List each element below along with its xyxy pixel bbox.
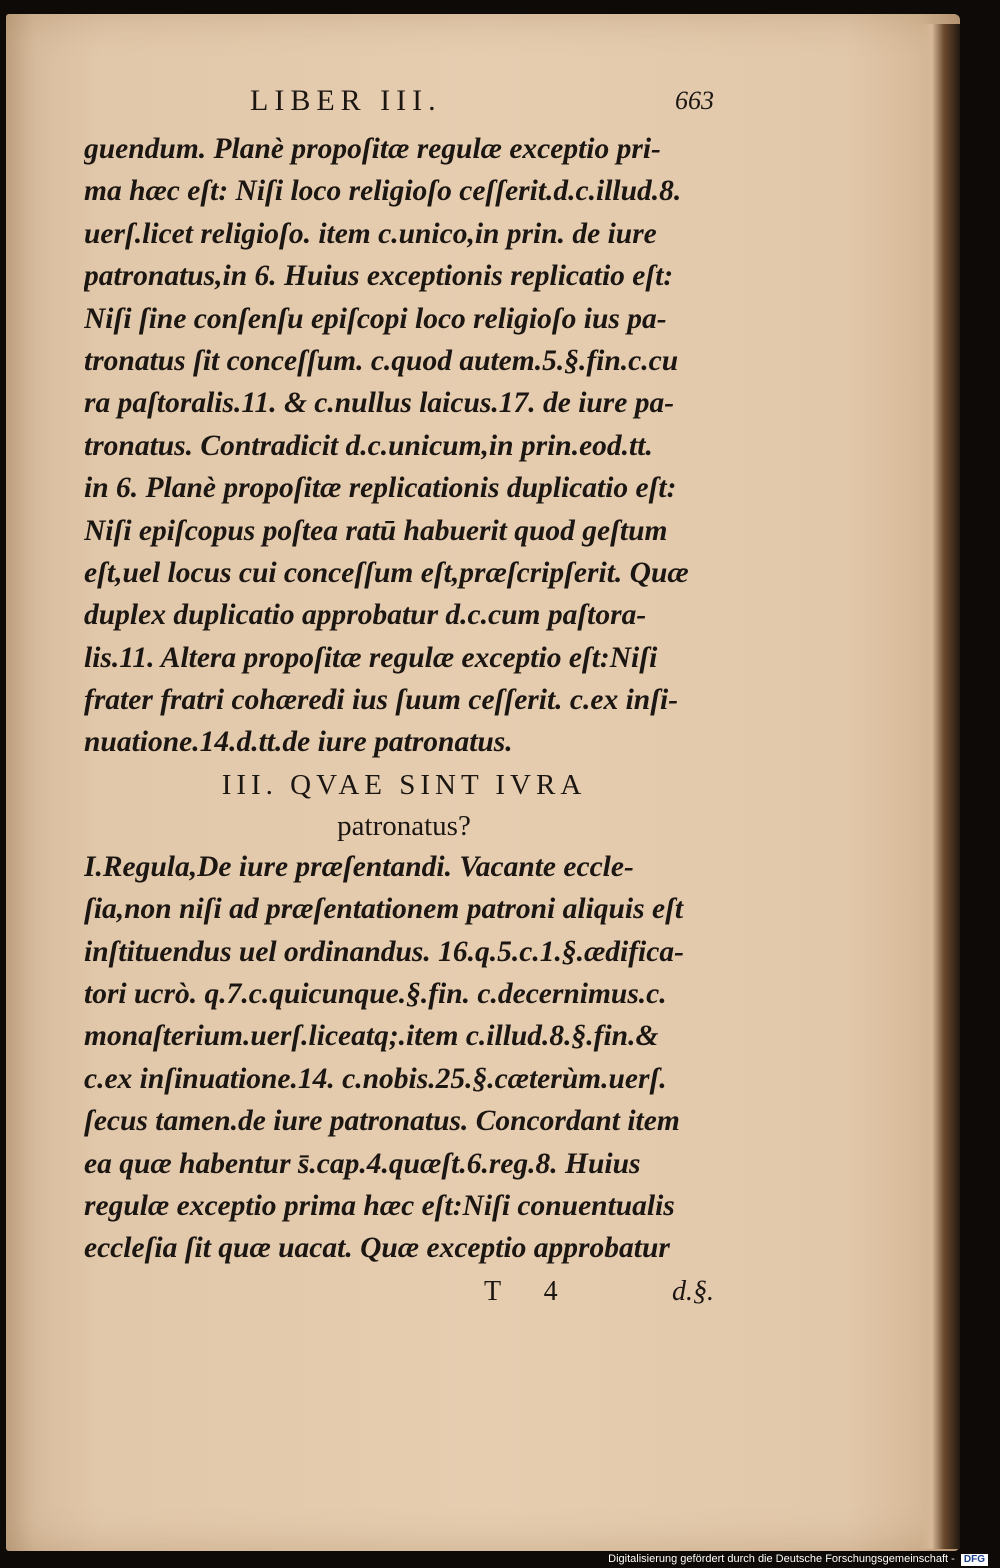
digitization-credit	[608, 1553, 988, 1566]
running-title: LIBER III.	[250, 84, 442, 117]
dfg-logo: DFG	[961, 1554, 988, 1566]
section-heading: III. QVAE SINT IVRA	[221, 768, 587, 801]
text-line: regulæ exceptio prima hæc eſt:Niſi conuentualis	[84, 1189, 675, 1222]
text-line: nuatione.14.d.tt.de iure patronatus.	[84, 726, 513, 759]
text-line: patronatus,in 6. Huius exceptionis replicatio eſt:	[84, 260, 674, 293]
text-line: frater fratri cohæredi ius ſuum ceſſerit. c.ex inſi-	[84, 684, 679, 717]
text-line: Niſi epiſcopus poſtea ratū habuerit quod geſtum	[84, 514, 668, 547]
text-line: ma hæc eſt: Niſi loco religioſo ceſſerit.d.c.illud.8.	[84, 175, 682, 208]
text-line: tronatus. Contradicit d.c.unicum,in prin.eod.tt.	[84, 429, 653, 462]
credit-text: Digitalisierung gefördert durch die Deutsche Forschungsgemeinschaft -	[608, 1553, 955, 1565]
text-line: I.Regula,De iure præſentandi. Vacante eccle-	[84, 850, 634, 883]
text-line: ra paſtoralis.11. & c.nullus laicus.17. de iure pa-	[84, 387, 675, 420]
text-line: monaſterium.uerſ.liceatq;.item c.illud.8.§.fin.&	[84, 1020, 659, 1053]
text-line: Niſi ſine conſenſu epiſcopi loco religioſo ius pa-	[84, 302, 667, 335]
catchword: d.§.	[672, 1275, 714, 1307]
page-text-block	[84, 84, 724, 1320]
text-line: guendum. Planè propoſitæ regulæ exceptio pri-	[84, 133, 661, 165]
text-line: c.ex inſinuatione.14. c.nobis.25.§.cæterùm.uerſ.	[84, 1062, 667, 1095]
page-number: 663	[675, 86, 714, 115]
body-paragraph-1	[84, 128, 724, 764]
text-line: duplex duplicatio approbatur d.c.cum paſtora-	[84, 599, 647, 632]
text-line: uerſ.licet religioſo. item c.unico,in prin. de iure	[84, 217, 657, 250]
page-edge-shadow	[920, 24, 960, 1549]
text-line: eccleſia ſit quæ uacat. Quæ exceptio approbatur	[84, 1232, 670, 1265]
page-header	[84, 84, 724, 128]
text-line: ſia,non niſi ad præſentationem patroni aliquis eſt	[84, 893, 684, 926]
text-line: tronatus ſit conceſſum. c.quod autem.5.§.fin.c.cu	[84, 344, 679, 377]
text-line: in 6. Planè propoſitæ replicationis duplicatio eſt:	[84, 472, 677, 505]
text-line: inſtituendus uel ordinandus. 16.q.5.c.1.§.ædifica-	[84, 935, 684, 968]
signature-mark: T 4	[484, 1275, 576, 1307]
book-page	[6, 14, 960, 1551]
text-line: ſecus tamen.de iure patronatus. Concordant item	[84, 1105, 680, 1138]
section-subheading: patronatus?	[337, 809, 471, 842]
body-paragraph-2	[84, 846, 724, 1270]
text-line: eſt,uel locus cui conceſſum eſt,præſcripſerit. Quæ	[84, 556, 689, 589]
text-line: ea quæ habentur s̄.cap.4.quæſt.6.reg.8. Huius	[84, 1147, 641, 1180]
text-line: tori ucrò. q.7.c.quicunque.§.fin. c.decernimus.c.	[84, 978, 667, 1011]
page-footer	[84, 1276, 724, 1320]
text-line: lis.11. Altera propoſitæ regulæ exceptio eſt:Niſi	[84, 641, 658, 674]
